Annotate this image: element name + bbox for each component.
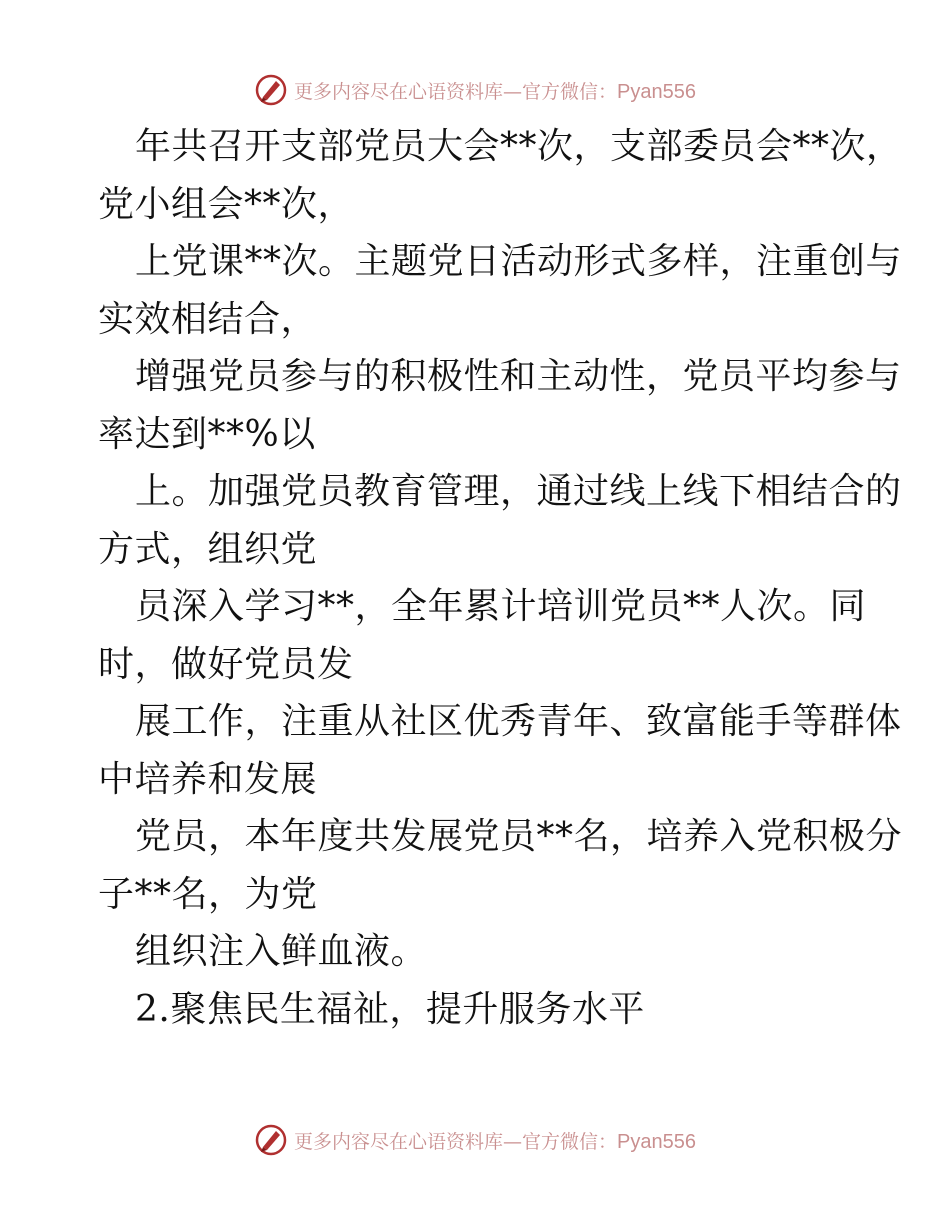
body-line: 组织注入鲜血液。 [135, 931, 428, 972]
body-line: 子**名，为党 [98, 873, 318, 915]
document-body [98, 118, 903, 1038]
header-watermark [0, 70, 950, 110]
body-line: 实效相结合， [98, 298, 318, 340]
pen-logo-icon [254, 1123, 288, 1157]
body-line: 党小组会**次， [98, 183, 355, 225]
footer-watermark [0, 1120, 950, 1160]
body-line: 时，做好党员发 [98, 643, 354, 685]
body-line: 员深入学习**，全年累计培训党员**人次。同 [135, 586, 867, 627]
watermark-text: 更多内容尽在心语资料库—官方微信：Pyan556 [294, 1130, 696, 1153]
pen-logo-icon [254, 73, 288, 107]
body-line: 展工作，注重从社区优秀青年、致富能手等群体 [135, 701, 902, 742]
body-line: 方式，组织党 [98, 528, 318, 570]
body-line: 党员，本年度共发展党员**名，培养入党积极分 [135, 816, 903, 857]
body-line: 年共召开支部党员大会**次，支部委员会**次， [135, 126, 903, 167]
body-line: 增强党员参与的积极性和主动性，党员平均参与 [135, 356, 902, 397]
body-line: 率达到**%以 [98, 413, 316, 455]
body-line: 上党课**次。主题党日活动形式多样，注重创与 [135, 241, 903, 282]
section-heading: 2.聚焦民生福祉，提升服务水平 [135, 988, 645, 1030]
watermark-text: 更多内容尽在心语资料库—官方微信：Pyan556 [294, 80, 696, 103]
body-line: 中培养和发展 [98, 758, 318, 800]
body-line: 上。加强党员教育管理，通过线上线下相结合的 [135, 471, 902, 512]
